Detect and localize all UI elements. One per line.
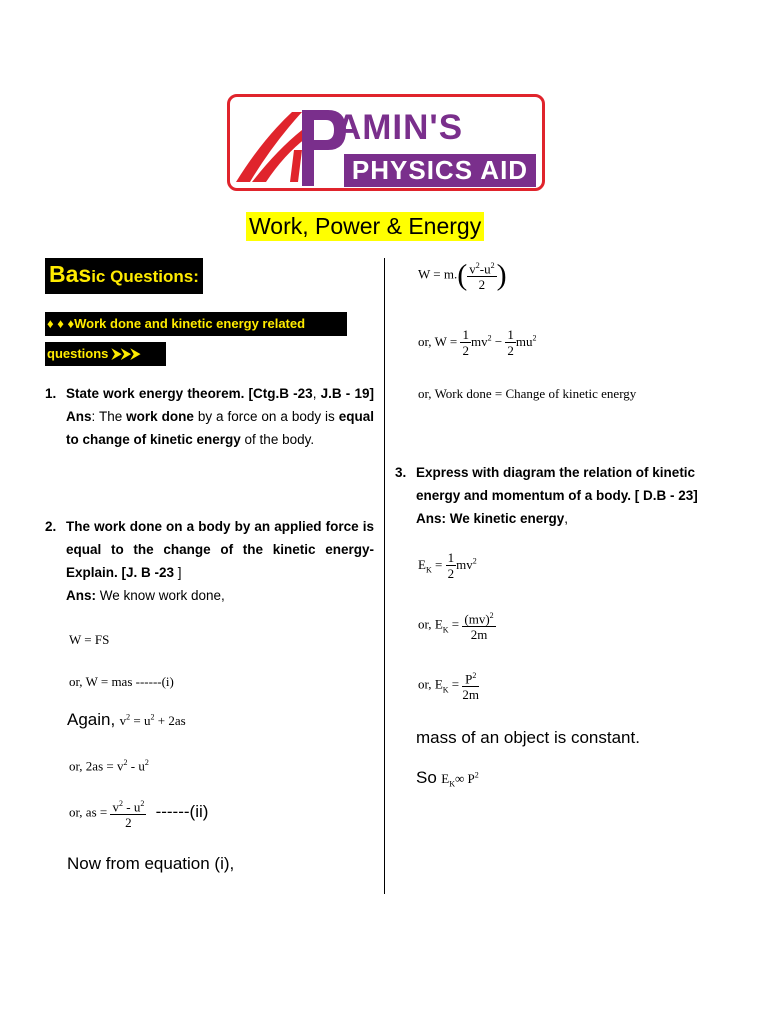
q2-number: 2. [45,519,57,534]
arrow-icons: ⮞⮞⮞ [112,346,141,361]
document-title: Work, Power & Energy [246,212,484,241]
eq-w-fs: W = FS [69,632,110,647]
eq-ek-mv: or, $E_K$ = $\frac{(mv)^2}{2m}$ [418,608,496,643]
q3-body: Express with diagram the relation of kinetic energy and momentum of a body. [ D.B - 23] Ans: We kinetic energy, [416,465,698,526]
question-3 [395,461,730,531]
eq-ek-half: $E_K$ = $\frac{1}{2}$ $mv^2$ [418,550,477,581]
eq-w-m: W = m.( $\frac{v^2-u^2}{2}$ ) [418,258,507,293]
basic-heading-part2: ic Questions: [91,267,199,286]
basic-heading-part1: Bas [49,261,92,287]
question-1 [45,382,375,482]
q1-number: 1. [45,386,57,401]
logo-text-amins: AMIN'S [336,108,464,147]
mass-constant-text: mass of an object is constant. [416,728,640,747]
column-divider [384,258,385,894]
q2-body: The work done on a body by an applied force is equal to the change of the kinetic energy-Explain. [J. B -23 ] Ans: We know work done, [66,519,374,603]
eq-work-done: or, Work done = Change of kinetic energy [418,386,637,401]
question-2 [45,515,375,610]
eq-again: Again, $v^2 = u^2 + 2as$ [67,710,186,729]
section-heading-text2: questions [47,346,109,361]
section-heading-line2 [45,342,166,366]
now-from-equation: Now from equation (i), [67,854,235,873]
q1-body: State work energy theorem. [Ctg.B -23, J.B - 19] Ans: The work done by a force on a body is equal to change of kinetic energy of the body. [66,386,374,447]
eq-w-half: or, W = $\frac{1}{2}$ $mv^2$ − $\frac{1}{2}$ $mu^2$ [418,327,537,358]
eq-ek-p: or, $E_K$ = $\frac{P^2}{2m}$ [418,668,479,703]
eq-2as: or, $2as = v^2 - u^2$ [69,758,149,774]
diamond-icons: ♦ ♦ ♦ [47,316,75,331]
section-heading-line1 [45,312,347,336]
logo-text-physics-aid: PHYSICS AID [344,154,536,187]
q3-number: 3. [395,465,407,480]
eq-as: or, as = $\frac{v^2 - u^2}{2}$ ------(ii) [69,796,208,831]
eq-w-mas: or, W = mas ------(i) [69,674,174,689]
basic-questions-heading [45,258,203,294]
section-heading-text1: Work done and kinetic energy related [74,316,306,331]
logo-ap-mark-icon [232,100,347,188]
eq-ek-proportional: So $E_K\infty$ $P^2$ [416,768,479,789]
